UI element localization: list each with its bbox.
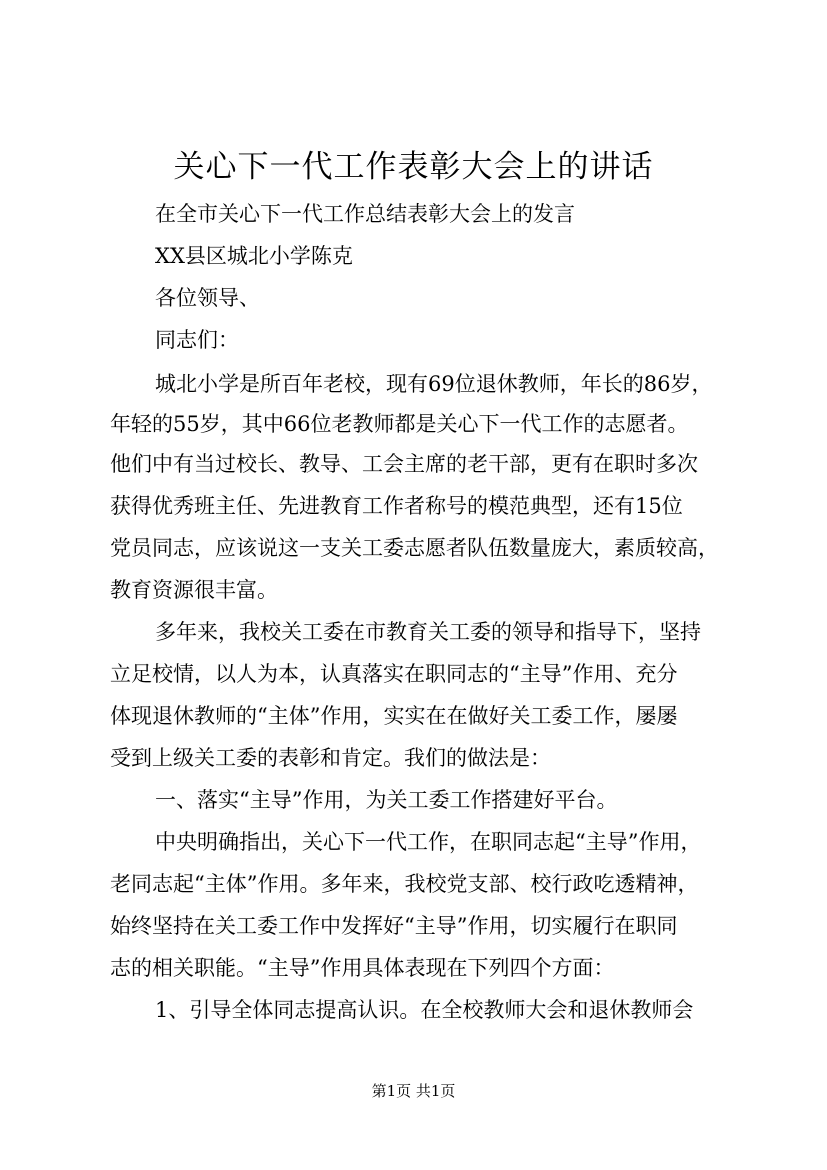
paragraph-line: 获得优秀班主任、先进教育工作者称号的模范典型，还有15位: [110, 494, 683, 518]
subtitle-line: 在全市关心下一代工作总结表彰大会上的发言: [155, 202, 575, 226]
paragraph-line: 1、引导全体同志提高认识。在全校教师大会和退休教师会: [155, 998, 694, 1022]
salutation-line: 各位领导、: [155, 286, 260, 310]
paragraph-line: 志的相关职能。“主导”作用具体表现在下列四个方面：: [110, 956, 615, 980]
paragraph-line: 始终坚持在关工委工作中发挥好“主导”作用，切实履行在职同: [110, 914, 678, 938]
paragraph-line: 城北小学是所百年老校，现有69位退休教师，年长的86岁，: [155, 372, 713, 396]
paragraph-line: 教育资源很丰富。: [110, 578, 278, 602]
paragraph-line: 党员同志，应该说这一支关工委志愿者队伍数量庞大，素质较高，: [110, 536, 719, 560]
paragraph-line: 多年来，我校关工委在市教育关工委的领导和指导下，坚持: [155, 620, 701, 644]
paragraph-line: 老同志起“主体”作用。多年来，我校党支部、校行政吃透精神，: [110, 872, 699, 896]
paragraph-line: 体现退休教师的“主体”作用，实实在在做好关工委工作，屡屡: [110, 704, 678, 728]
paragraph-line: 年轻的55岁，其中66位老教师都是关心下一代工作的志愿者。: [110, 412, 689, 436]
paragraph-line: 他们中有当过校长、教导、工会主席的老干部，更有在职时多次: [110, 452, 698, 476]
paragraph-line: 中央明确指出，关心下一代工作，在职同志起“主导”作用，: [155, 830, 702, 854]
author-line: XX县区城北小学陈克: [155, 244, 353, 268]
salutation-line: 同志们：: [155, 328, 239, 352]
document-title: 关心下一代工作表彰大会上的讲话: [173, 149, 654, 185]
section-heading: 一、落实“主导”作用，为关工委工作搭建好平台。: [155, 788, 618, 812]
page-number-footer: 第1页 共1页: [371, 1082, 456, 1100]
paragraph-line: 受到上级关工委的表彰和肯定。我们的做法是：: [110, 746, 551, 770]
paragraph-line: 立足校情，以人为本，认真落实在职同志的“主导”作用、充分: [110, 662, 678, 686]
